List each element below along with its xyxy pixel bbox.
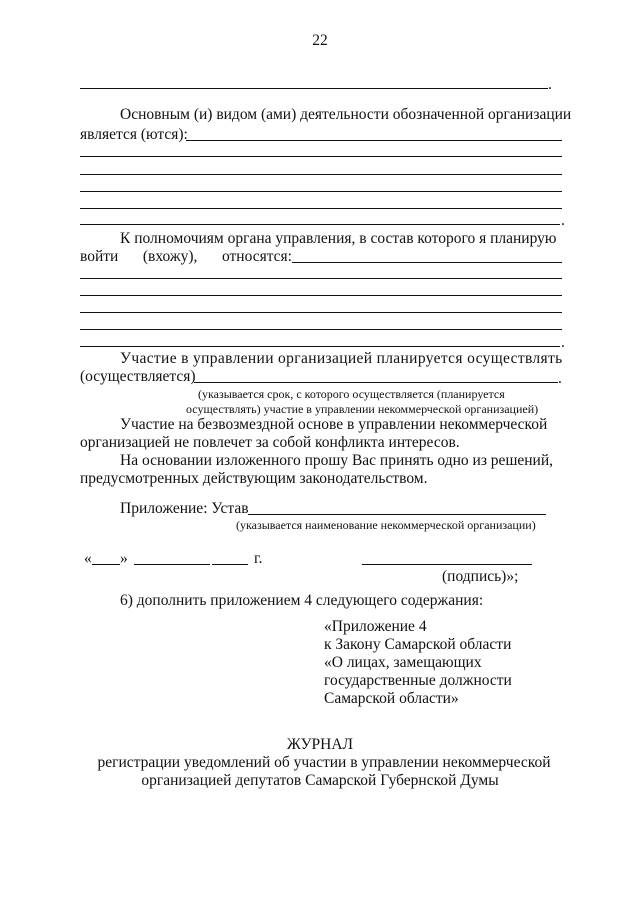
authority-fill-line xyxy=(292,262,562,263)
date-year-line xyxy=(212,564,248,565)
activity-fill-line xyxy=(186,140,562,141)
appendix-header-line: Самарской области» xyxy=(324,690,459,707)
journal-title: ЖУРНАЛ xyxy=(286,736,354,753)
no-conflict-line2: организацией не повлечет за собой конфликта интересов. xyxy=(80,434,460,451)
authority-fill-line xyxy=(80,295,562,296)
authority-fill-line xyxy=(80,329,562,330)
authority-fill-line xyxy=(80,312,562,313)
date-month-line xyxy=(134,564,210,565)
authority-word: относятся: xyxy=(221,248,292,265)
participation-sentence: Участие в управлении организацией планируется осуществлять xyxy=(120,350,563,367)
fill-line xyxy=(80,88,548,89)
activity-fill-line xyxy=(80,156,562,157)
attachment-label: Приложение: Устав xyxy=(120,500,249,517)
trailing-dot: . xyxy=(548,76,552,93)
date-day-line xyxy=(92,564,120,565)
participation-fill-line xyxy=(194,382,558,383)
attachment-note: (указывается наименование некоммерческой организации) xyxy=(236,518,536,532)
participation-text-line1 xyxy=(120,350,568,368)
journal-subtitle-line1: регистрации уведомлений об участии в управлении некоммерческой xyxy=(97,754,551,771)
activity-fill-line xyxy=(80,208,562,209)
activity-end-dot: . xyxy=(561,212,565,229)
authority-word: (вхожу), xyxy=(142,248,198,265)
no-conflict-line1: Участие на безвозмездной основе в управлении некоммерческой xyxy=(120,416,548,433)
journal-subtitle-line2: организацией депутатов Самарской Губернской Думы xyxy=(141,772,499,789)
page-number: 22 xyxy=(312,32,328,49)
signature-line xyxy=(362,564,532,565)
signature-label: (подпись)»; xyxy=(442,568,519,585)
date-open-quote: « xyxy=(84,550,92,567)
date-year-suffix: г. xyxy=(254,550,263,567)
activity-fill-line xyxy=(80,174,562,175)
participation-end-dot: . xyxy=(558,370,562,387)
appendix-header-line: государственные должности xyxy=(324,672,512,689)
authority-text-line1: К полномочиям органа управления, в состав которого я планирую xyxy=(120,230,557,247)
activity-text-line2: является (ются): xyxy=(80,126,188,143)
request-line1: На основании изложенного прошу Вас принять одно из решений, xyxy=(120,452,554,469)
appendix-header-line: «О лицах, замещающих xyxy=(324,654,482,671)
participation-text-line2: (осуществляется) xyxy=(80,368,196,385)
authority-fill-line xyxy=(80,278,562,279)
activity-text-line1: Основным (и) видом (ами) деятельности обозначенной организации xyxy=(120,106,572,123)
amendment-text: 6) дополнить приложением 4 следующего содержания: xyxy=(120,592,484,609)
authority-word: войти xyxy=(80,248,119,265)
authority-text-line2 xyxy=(80,248,292,266)
participation-note-line1: (указывается срок, с которого осуществляется (планируется xyxy=(198,387,505,401)
date-close-quote: » xyxy=(120,550,128,567)
participation-note-line2: осуществлять) участие в управлении некоммерческой организацией) xyxy=(186,402,539,416)
request-line2: предусмотренных действующим законодательством. xyxy=(80,470,428,487)
appendix-header-line: «Приложение 4 xyxy=(324,618,427,635)
activity-fill-line xyxy=(80,191,562,192)
authority-fill-line xyxy=(80,346,560,347)
appendix-header-line: к Закону Самарской области xyxy=(324,636,512,653)
attachment-fill-line xyxy=(248,514,546,515)
authority-end-dot: . xyxy=(561,334,565,351)
activity-fill-line xyxy=(80,224,560,225)
